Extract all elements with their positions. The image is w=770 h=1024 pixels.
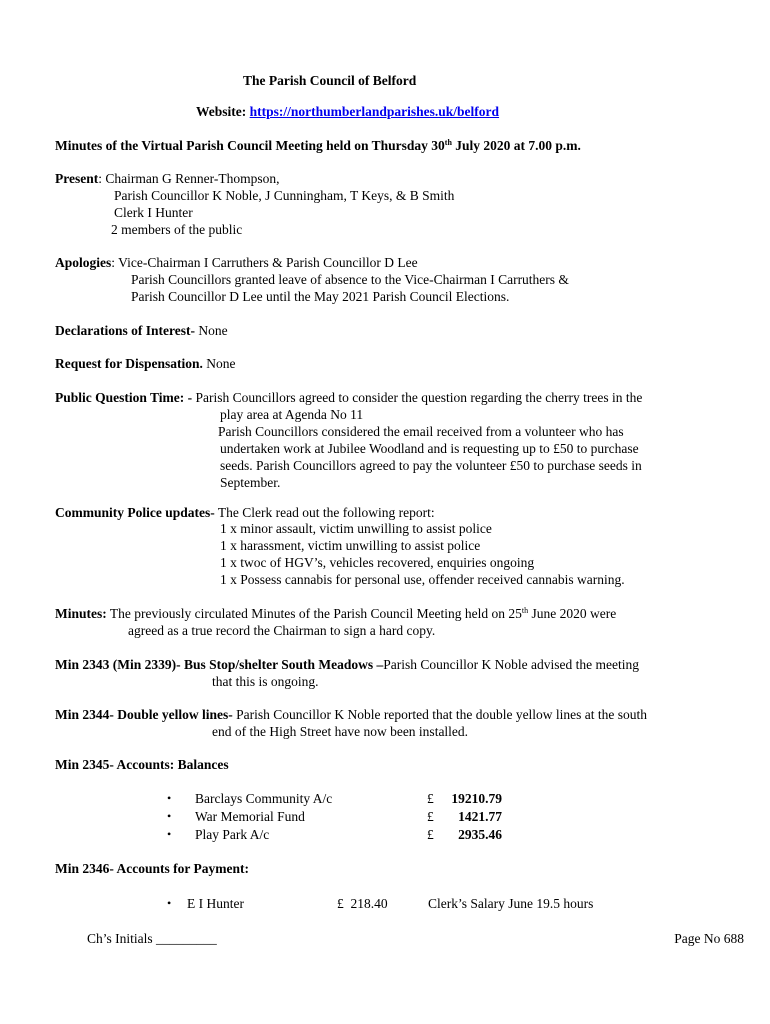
- min2344-label: Min 2344- Double yellow lines-: [55, 707, 233, 722]
- min2344-line-1: Min 2344- Double yellow lines- Parish Councillor K Noble reported that the double yellow lines at the south: [55, 707, 648, 722]
- min2346-heading: Min 2346- Accounts for Payment:: [55, 861, 249, 876]
- police-line-3: 1 x harassment, victim unwilling to assist police: [220, 538, 481, 553]
- declarations-line: Declarations of Interest- None: [55, 323, 228, 338]
- public-question-line-5: seeds. Parish Councillors agreed to pay the volunteer £50 to purchase seeds in: [220, 458, 642, 473]
- payment-amount: £ 218.40: [337, 896, 388, 911]
- public-question-line-2: play area at Agenda No 11: [220, 407, 364, 422]
- public-question-line-3: Parish Councillors considered the email received from a volunteer who has: [218, 424, 624, 439]
- page-number: Page No 688: [674, 931, 744, 946]
- police-line-1: Community Police updates- The Clerk read out the following report:: [55, 505, 435, 520]
- min2345-heading: Min 2345- Accounts: Balances: [55, 757, 229, 772]
- bullet-icon: •: [167, 791, 172, 805]
- balance-currency: £: [427, 791, 434, 806]
- bullet-icon: •: [167, 896, 172, 910]
- balance-currency: £: [427, 809, 434, 824]
- minutes-label: Minutes:: [55, 606, 107, 621]
- present-line-1: Present: Chairman G Renner-Thompson,: [55, 171, 280, 186]
- bullet-icon: •: [167, 827, 172, 841]
- payment-description: Clerk’s Salary June 19.5 hours: [428, 896, 594, 911]
- website-label: Website:: [196, 104, 247, 119]
- balance-amount: 1421.77: [458, 809, 502, 824]
- apologies-line-3: Parish Councillor D Lee until the May 2021 Parish Council Elections.: [131, 289, 510, 304]
- dispensation-line: Request for Dispensation. None: [55, 356, 236, 371]
- police-label: Community Police updates-: [55, 505, 215, 520]
- public-question-label: Public Question Time: -: [55, 390, 193, 405]
- minutes-line-2: agreed as a true record the Chairman to sign a hard copy.: [128, 623, 436, 638]
- apologies-label: Apologies: [55, 255, 112, 270]
- minutes-line-1: Minutes: The previously circulated Minutes of the Parish Council Meeting held on 25th June 2020 were: [55, 606, 617, 621]
- apologies-line-2: Parish Councillors granted leave of absence to the Vice-Chairman I Carruthers &: [131, 272, 569, 287]
- dispensation-label: Request for Dispensation.: [55, 356, 203, 371]
- police-line-5: 1 x Possess cannabis for personal use, offender received cannabis warning.: [220, 572, 625, 587]
- present-line-4: 2 members of the public: [111, 222, 243, 237]
- balance-amount: 2935.46: [458, 827, 502, 842]
- balance-name: Play Park A/c: [195, 827, 270, 842]
- public-question-line-1: Public Question Time: - Parish Councillors agreed to consider the question regarding the cherry trees in the: [55, 390, 643, 405]
- min2344-line-2: end of the High Street have now been installed.: [212, 724, 469, 739]
- meeting-heading: Minutes of the Virtual Parish Council Meeting held on Thursday 30th July 2020 at 7.00 p.m.: [55, 138, 581, 153]
- public-question-line-4: undertaken work at Jubilee Woodland and is requesting up to £50 to purchase: [220, 441, 639, 456]
- apologies-line-1: Apologies: Vice-Chairman I Carruthers & Parish Councillor D Lee: [55, 255, 418, 270]
- police-line-2: 1 x minor assault, victim unwilling to assist police: [220, 521, 492, 536]
- payment-payee: E I Hunter: [187, 896, 244, 911]
- document-title: The Parish Council of Belford: [243, 73, 417, 88]
- min2343-label: Min 2343 (Min 2339)- Bus Stop/shelter South Meadows –: [55, 657, 384, 672]
- website-line: [196, 103, 499, 120]
- public-question-line-6: September.: [220, 475, 281, 490]
- website-link[interactable]: https://northumberlandparishes.uk/belford: [249, 104, 500, 119]
- min2343-line-1: Min 2343 (Min 2339)- Bus Stop/shelter South Meadows –Parish Councillor K Noble advised the meeting: [55, 657, 639, 672]
- present-line-3: Clerk I Hunter: [114, 205, 193, 220]
- chairman-initials: Ch’s Initials _________: [87, 931, 217, 946]
- present-line-2: Parish Councillor K Noble, J Cunningham, T Keys, & B Smith: [114, 188, 455, 203]
- balance-amount: 19210.79: [451, 791, 502, 806]
- balance-currency: £: [427, 827, 434, 842]
- min2343-line-2: that this is ongoing.: [212, 674, 319, 689]
- balance-name: War Memorial Fund: [195, 809, 305, 824]
- police-line-4: 1 x twoc of HGV’s, vehicles recovered, enquiries ongoing: [220, 555, 535, 570]
- present-label: Present: [55, 171, 99, 186]
- declarations-label: Declarations of Interest-: [55, 323, 195, 338]
- balance-name: Barclays Community A/c: [195, 791, 333, 806]
- bullet-icon: •: [167, 809, 172, 823]
